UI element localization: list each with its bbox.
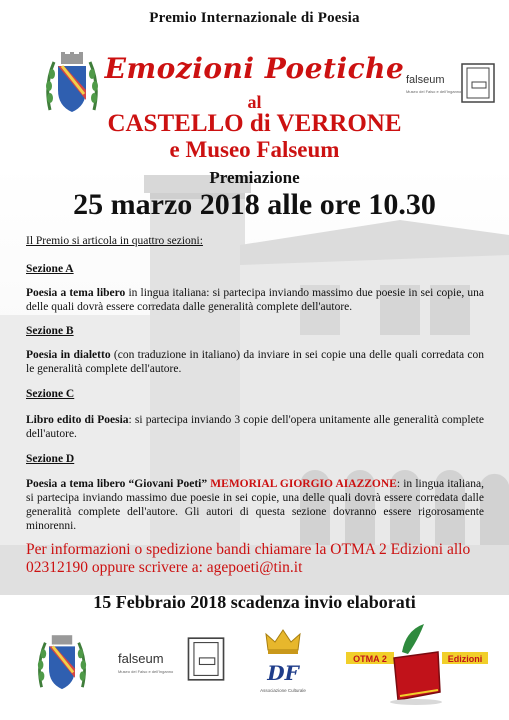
falseum-museum-logo-bottom bbox=[118, 636, 230, 682]
section-a-heading: Sezione A bbox=[26, 263, 74, 275]
section-d-description: : in lingua italiana, si partecipa inviando massimo due poesie in sei copie, una delle quali dovrà essere corredata dalle generalità complete dell'autore. Gli autori di questa sezione dovranno essere rigorosamente minorenni. bbox=[26, 478, 484, 532]
contact-info: Per informazioni o spedizione bandi chiamare la OTMA 2 Edizioni allo 02312190 oppure scrivere a: agepoeti@tin.it bbox=[26, 541, 471, 576]
df-subtitle: Associazione Culturale bbox=[260, 688, 306, 693]
ceremony-date: 25 marzo 2018 alle ore 10.30 bbox=[73, 188, 436, 221]
df-letters: DF bbox=[267, 661, 299, 685]
falseum-name: falseum bbox=[406, 74, 445, 86]
section-b-heading: Sezione B bbox=[26, 325, 74, 337]
event-title: Emozioni Poetiche bbox=[104, 52, 405, 85]
award-title: Premio Internazionale di Poesia bbox=[149, 10, 360, 26]
section-b-description: (con traduzione in italiano) da inviare in sei copie una delle quali corredata con le generalità complete dell'autore. bbox=[26, 349, 484, 375]
section-b-lead: Poesia in dialetto bbox=[26, 349, 111, 361]
section-c-lead: Libro edito di Poesia bbox=[26, 414, 129, 426]
quill-icon bbox=[402, 624, 424, 654]
falseum-subtitle-bottom: Museo del Falso e dell'Inganno bbox=[118, 669, 174, 674]
falseum-name-bottom: falseum bbox=[118, 651, 164, 666]
section-c-text bbox=[26, 413, 484, 441]
crown-icon bbox=[266, 630, 300, 650]
award-ceremony-label: Premiazione bbox=[209, 168, 300, 187]
section-a-lead: Poesia a tema libero bbox=[26, 287, 126, 299]
otma-name: OTMA 2 bbox=[353, 654, 387, 664]
section-d-lead: Poesia a tema libero “Giovani Poeti” bbox=[26, 478, 208, 490]
section-c-heading: Sezione C bbox=[26, 388, 75, 400]
section-c-description: : si partecipa inviando 3 copie dell'opera unitamente alle generalità complete dell'autore. bbox=[26, 414, 484, 440]
venue-castle: CASTELLO di VERRONE bbox=[107, 110, 402, 137]
submission-deadline: 15 Febbraio 2018 scadenza invio elaborati bbox=[93, 592, 416, 612]
section-b-text bbox=[26, 348, 484, 376]
section-d-heading: Sezione D bbox=[26, 453, 75, 465]
section-d-text bbox=[26, 477, 484, 533]
df-association-logo bbox=[258, 626, 308, 702]
otma-publisher-logo bbox=[342, 622, 492, 706]
municipal-crest-logo-bottom bbox=[36, 630, 88, 698]
section-a-text bbox=[26, 286, 484, 314]
al-text: al bbox=[247, 92, 262, 112]
sections-intro: Il Premio si articola in quattro sezioni: bbox=[26, 235, 203, 247]
section-d-memorial: MEMORIAL GIORGIO AIAZZONE bbox=[207, 478, 397, 490]
falseum-subtitle: Museo del Falso e dell'Inganno bbox=[406, 89, 462, 94]
section-a-description: in lingua italiana: si partecipa inviando massimo due poesie in sei copie, una delle quali dovrà essere corredata dalle generalità complete dell'autore. bbox=[26, 287, 484, 313]
otma-subtitle: Edizioni bbox=[447, 654, 483, 664]
venue-museum: e Museo Falseum bbox=[169, 137, 340, 162]
book-icon bbox=[184, 636, 228, 682]
